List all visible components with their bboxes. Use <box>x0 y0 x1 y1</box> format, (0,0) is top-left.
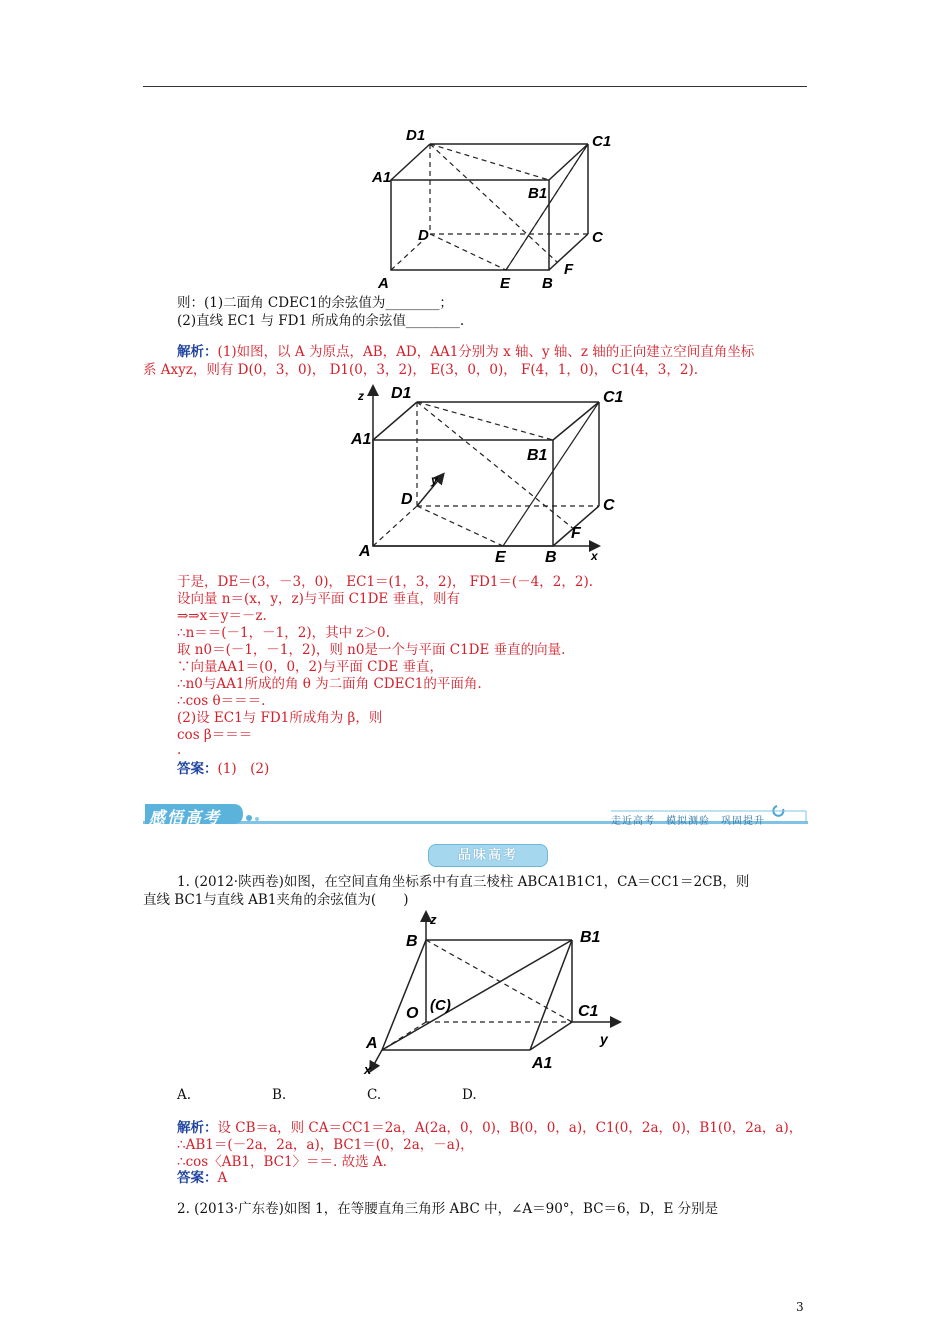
fig3-label: A1 <box>532 1055 553 1072</box>
option-c: C. <box>367 1087 382 1103</box>
fig1-label: D <box>418 227 429 244</box>
fig3-label: B <box>406 933 418 950</box>
q1-line-1: 1. (2012·陕西卷)如图，在空间直角坐标系中有直三棱柱 ABCA1B1C1，CA＝CC1＝2CB，则 <box>177 874 750 890</box>
analysis-step: ∴n0与AA1所成的角 θ 为二面角 CDEC1的平面角. <box>177 676 482 692</box>
fig2-label: F <box>571 525 581 542</box>
section-banner <box>143 801 808 828</box>
fig2-label: x <box>591 549 598 563</box>
option-a: A. <box>177 1087 192 1103</box>
option-d: D. <box>462 1087 477 1103</box>
answer-label: 答案： <box>177 761 218 777</box>
fig1-label: D1 <box>406 127 426 144</box>
analysis2-line-2: ∴AB1＝(－2a，2a，a)，BC1＝(0，2a，－a)， <box>177 1137 474 1153</box>
fig2-label: D <box>401 491 413 508</box>
fig2-label: z <box>358 389 364 403</box>
answer-line-1 <box>177 760 269 778</box>
option-b: B. <box>272 1087 287 1103</box>
fig1-label: B <box>542 275 553 292</box>
fig1-label: A <box>378 275 389 292</box>
analysis-step: cos β＝＝＝ <box>177 727 253 743</box>
analysis-step: (2)设 EC1与 FD1所成角为 β，则 <box>177 710 383 726</box>
analysis2-text: 设 CB＝a，则 CA＝CC1＝2a，A(2a，0，0)，B(0，0，a)，C1(0，2a，0)，B1(0，2a，a)， <box>217 1120 803 1136</box>
question-line-2: (2)直线 EC1 与 FD1 所成角的余弦值________. <box>177 313 465 329</box>
analysis2-line-3: ∴cos〈AB1，BC1〉＝＝. 故选 A. <box>177 1154 387 1170</box>
fig1-label: C1 <box>592 133 612 150</box>
fig2-label: C <box>603 497 615 514</box>
q2-line-1: 2. (2013·广东卷)如图 1，在等腰直角三角形 ABC 中，∠A＝90°，BC＝6，D，E 分别是 <box>177 1201 719 1217</box>
fig3-label: z <box>430 912 437 927</box>
fig2-label: D1 <box>391 385 412 402</box>
fig2-label: C1 <box>603 389 624 406</box>
analysis-step: ⇒⇒x＝y＝－z. <box>177 608 267 624</box>
header-rule <box>143 86 807 87</box>
figure-cuboid-1 <box>360 122 620 294</box>
fig3-label: (C) <box>430 997 451 1014</box>
analysis-step: 取 n0＝(－1，－1，2)，则 n0是一个与平面 C1DE 垂直的向量. <box>177 642 566 658</box>
analysis2-label: 解析： <box>177 1120 218 1136</box>
analysis-step: 于是，DE＝(3，－3，0)， EC1＝(1，3，2)， FD1＝(－4，2，2). <box>177 574 594 590</box>
analysis-text: (1)如图，以 A 为原点，AB，AD，AA1分别为 x 轴、y 轴、z 轴的正向建立空间直角坐标 <box>217 344 755 360</box>
fig1-label: C <box>592 229 603 246</box>
analysis-line-1 <box>177 343 754 361</box>
fig2-label: A <box>359 543 371 560</box>
page-number: 3 <box>796 1300 804 1314</box>
fig2-label: A1 <box>351 431 372 448</box>
answer-text: (1) (2) <box>217 761 270 777</box>
answer2-text: A <box>217 1170 228 1186</box>
fig1-label: F <box>564 261 574 278</box>
fig2-label: B <box>545 549 557 566</box>
analysis-line-2: 系 Axyz，则有 D(0，3，0)， D1(0，3，2)， E(3，0，0)， F(4，1，0)， C1(4，3，2). <box>143 362 699 378</box>
banner-right-text: 走近高考 模拟测验 巩固提升 <box>611 816 765 827</box>
fig3-label: C1 <box>578 1003 599 1020</box>
cuboid-diagram-1 <box>360 122 620 294</box>
answer2-label: 答案： <box>177 1170 218 1186</box>
section-tag: 品味高考 <box>428 844 548 867</box>
prism-diagram <box>360 908 630 1078</box>
fig2-label: y <box>431 473 438 487</box>
analysis-step: . <box>177 742 182 758</box>
analysis-step: ∴n＝＝(－1，－1，2)，其中 z＞0. <box>177 625 390 641</box>
answer-line-2 <box>177 1169 227 1187</box>
analysis-label: 解析： <box>177 344 218 360</box>
fig1-label: A1 <box>372 169 392 186</box>
analysis2-line-1 <box>177 1119 802 1137</box>
analysis-step: 设向量 n＝(x，y，z)与平面 C1DE 垂直，则有 <box>177 591 461 607</box>
fig3-label: y <box>600 1031 608 1047</box>
cuboid-diagram-2 <box>345 380 635 570</box>
fig1-label: B1 <box>528 185 548 202</box>
fig3-label: B1 <box>580 929 601 946</box>
fig3-label: O <box>406 1005 419 1022</box>
analysis-step: ∵向量AA1＝(0，0，2)与平面 CDE 垂直， <box>177 659 443 675</box>
figure-prism <box>360 908 630 1078</box>
figure-cuboid-2 <box>345 380 635 570</box>
q1-line-2: 直线 BC1与直线 AB1夹角的余弦值为( ) <box>143 892 409 908</box>
fig2-label: B1 <box>527 447 548 464</box>
question-line-1: 则：(1)二面角 CDEC1的余弦值为________； <box>177 295 453 311</box>
banner-title: 感悟高考 <box>149 808 222 827</box>
q1-options <box>177 1086 557 1104</box>
fig2-label: E <box>495 549 506 566</box>
fig3-label: A <box>366 1035 378 1052</box>
analysis-step: ∴cos θ＝＝＝. <box>177 693 266 709</box>
fig1-label: E <box>500 275 511 292</box>
fig3-label: x <box>364 1062 372 1077</box>
